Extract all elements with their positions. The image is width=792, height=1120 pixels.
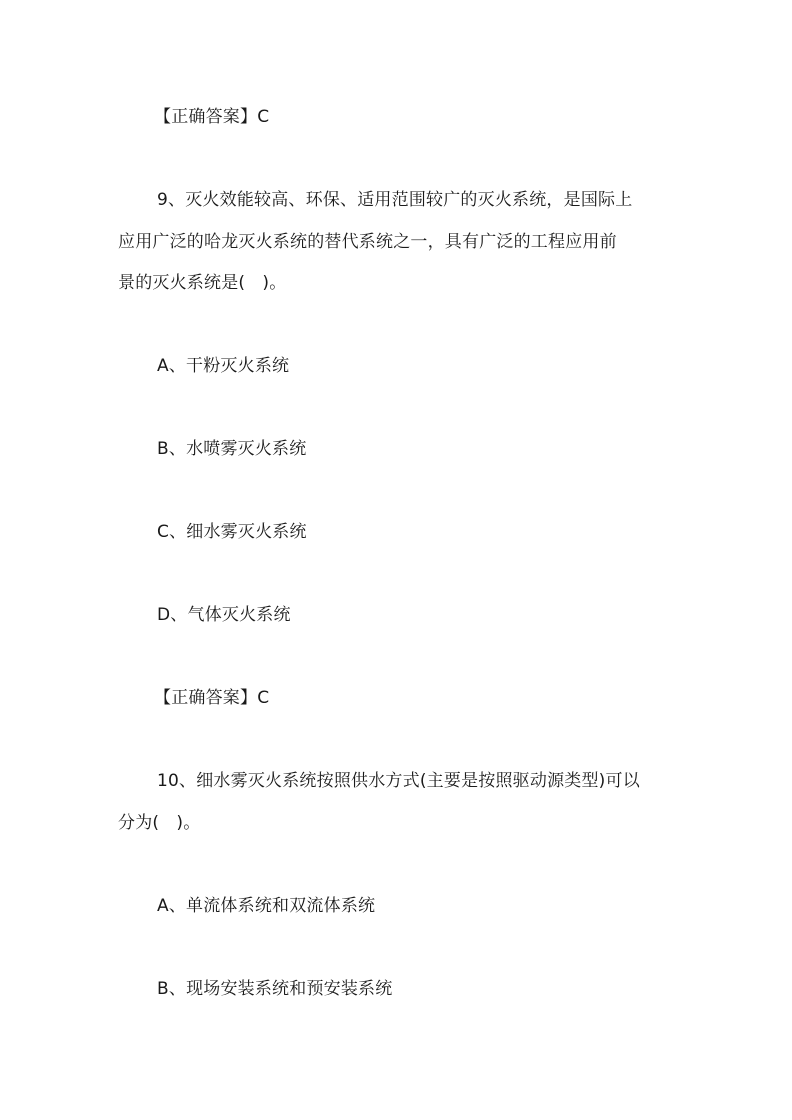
question-9-stem-line-1: 9、灭火效能较高、环保、适用范围较广的灭火系统，是国际上 xyxy=(157,190,633,210)
question-9-option-c: C、细水雾灭火系统 xyxy=(157,522,307,542)
question-9-option-a: A、干粉灭火系统 xyxy=(157,356,290,376)
answer-line: 【正确答案】C xyxy=(154,107,270,127)
question-10-stem-line-1: 10、细水雾灭火系统按照供水方式(主要是按照驱动源类型)可以 xyxy=(157,771,640,791)
question-9-stem-line-2: 应用广泛的哈龙灭火系统的替代系统之一，具有广泛的工程应用前 xyxy=(118,232,617,252)
question-9-stem-line-3: 景的灭火系统是( )。 xyxy=(118,273,287,293)
question-9-answer: 【正确答案】C xyxy=(154,688,270,708)
question-9-option-d: D、气体灭火系统 xyxy=(157,605,291,625)
question-10-stem-line-2: 分为( )。 xyxy=(118,813,201,833)
question-9-option-b: B、水喷雾灭火系统 xyxy=(157,439,307,459)
question-10-option-b: B、现场安装系统和预安装系统 xyxy=(157,979,393,999)
question-10-option-a: A、单流体系统和双流体系统 xyxy=(157,896,376,916)
